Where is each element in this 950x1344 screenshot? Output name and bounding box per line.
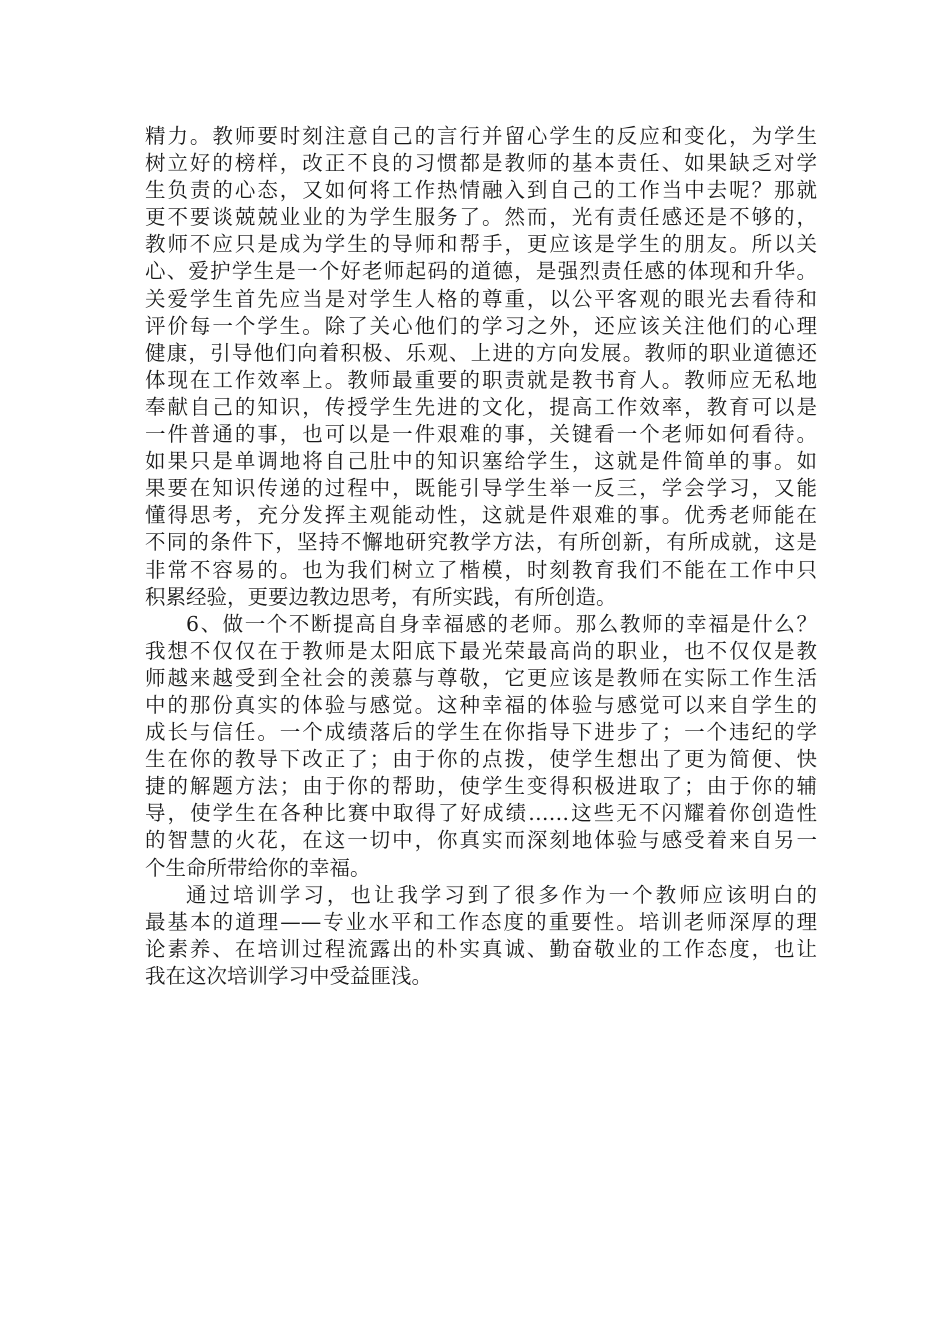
text-line: 奉献自己的知识，传授学生先进的文化，提高工作效率，教育可以是 — [145, 394, 817, 419]
text-line: 捷的解题方法；由于你的帮助，使学生变得积极进取了；由于你的辅 — [145, 774, 817, 799]
text-line: 最基本的道理——专业水平和工作态度的重要性。培训老师深厚的理 — [145, 909, 817, 934]
text-line: 论素养、在培训过程流露出的朴实真诚、勤奋敬业的工作态度，也让 — [145, 936, 817, 961]
text-line: 关爱学生首先应当是对学生人格的尊重，以公平客观的眼光去看待和 — [145, 286, 817, 311]
text-line: 不同的条件下，坚持不懈地研究教学方法，有所创新，有所成就，这是 — [145, 530, 817, 555]
text-line: 生负责的心态，又如何将工作热情融入到自己的工作当中去呢？那就 — [145, 178, 817, 203]
text-line: 积累经验，更要边教边思考，有所实践，有所创造。 — [145, 584, 617, 609]
text-line: 的智慧的火花，在这一切中，你真实而深刻地体验与感受着来自另一 — [145, 828, 817, 853]
text-line: 评价每一个学生。除了关心他们的学习之外，还应该关注他们的心理 — [145, 313, 817, 338]
paragraph-3 — [145, 882, 817, 990]
text-line: 精力。教师要时刻注意自己的言行并留心学生的反应和变化，为学生 — [145, 124, 817, 148]
paragraph-2 — [145, 611, 817, 882]
text-line: 更不要谈兢兢业业的为学生服务了。然而，光有责任感还是不够的， — [145, 205, 817, 230]
text-line: 心、爱护学生是一个好老师起码的道德，是强烈责任感的体现和升华。 — [145, 259, 817, 284]
text-line: 师越来越受到全社会的羡慕与尊敬，它更应该是教师在实际工作生活 — [145, 665, 817, 690]
text-line: 一件普通的事，也可以是一件艰难的事，关键看一个老师如何看待。 — [145, 422, 817, 447]
text-line: 体现在工作效率上。教师最重要的职责就是教书育人。教师应无私地 — [145, 367, 817, 392]
text-line: 非常不容易的。也为我们树立了楷模，时刻教育我们不能在工作中只 — [145, 557, 817, 582]
text-line: 通过培训学习，也让我学习到了很多作为一个教师应该明白的 — [186, 882, 817, 907]
text-line: 中的那份真实的体验与感觉。这种幸福的体验与感觉可以来自学生的 — [145, 692, 817, 717]
text-line: 教师不应只是成为学生的导师和帮手，更应该是学生的朋友。所以关 — [145, 232, 817, 257]
text-line: 如果只是单调地将自己肚中的知识塞给学生，这就是件简单的事。如 — [145, 449, 817, 474]
text-line: 健康，引导他们向着积极、乐观、上进的方向发展。教师的职业道德还 — [145, 340, 817, 365]
paragraph-1 — [145, 123, 817, 611]
document-page — [145, 123, 817, 990]
text-line: 成长与信任。一个成绩落后的学生在你指导下进步了；一个违纪的学 — [145, 720, 817, 745]
text-line: 生在你的教导下改正了；由于你的点拨，使学生想出了更为简便、快 — [145, 747, 817, 772]
text-line: 6、做一个不断提高自身幸福感的老师。那么教师的幸福是什么？ — [186, 611, 817, 636]
text-line: 懂得思考，充分发挥主观能动性，这就是件艰难的事。优秀老师能在 — [145, 503, 817, 528]
text-line: 导，使学生在各种比赛中取得了好成绩……这些无不闪耀着你创造性 — [145, 801, 817, 826]
text-line: 个生命所带给你的幸福。 — [145, 855, 371, 880]
text-line: 我想不仅仅在于教师是太阳底下最光荣最高尚的职业，也不仅仅是教 — [145, 638, 817, 663]
text-line: 果要在知识传递的过程中，既能引导学生举一反三，学会学习，又能 — [145, 476, 817, 501]
text-line: 树立好的榜样，改正不良的习惯都是教师的基本责任、如果缺乏对学 — [145, 151, 817, 176]
text-line: 我在这次培训学习中受益匪浅。 — [145, 963, 432, 988]
